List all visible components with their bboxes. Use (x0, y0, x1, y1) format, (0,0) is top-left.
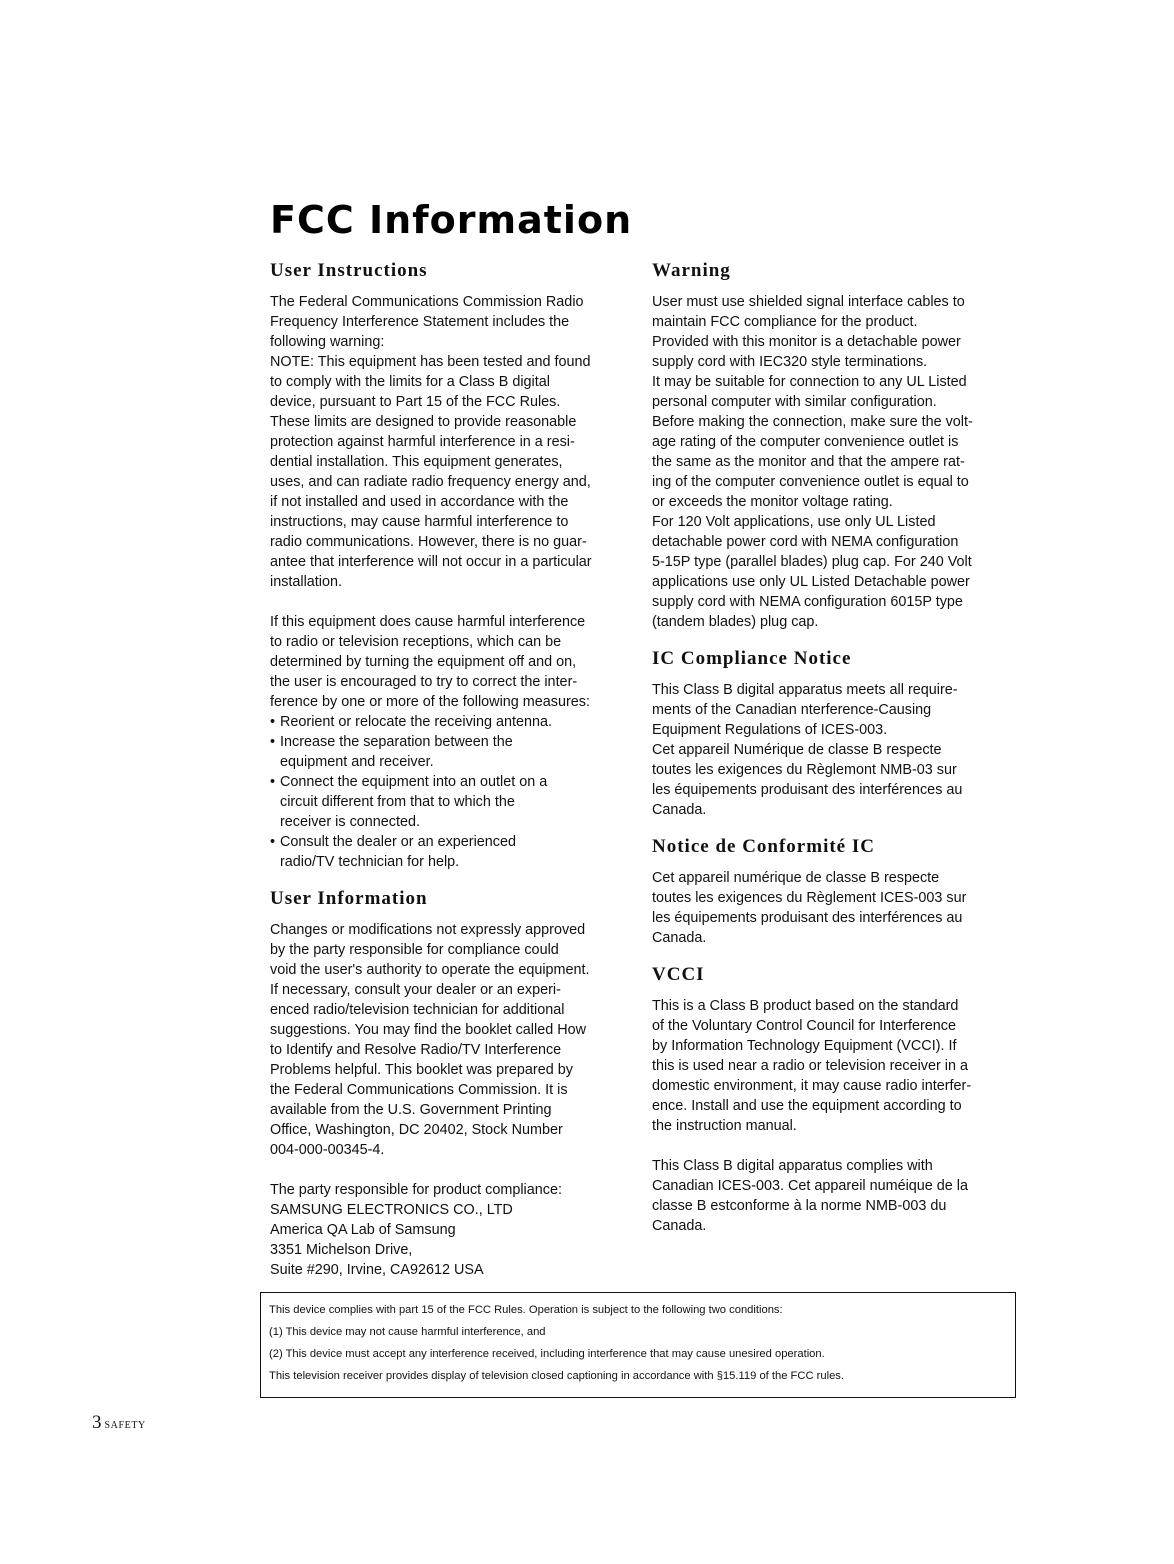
list-item: • Connect the equipment into an outlet on a circuit different from that to which the receiver is connected. (270, 772, 640, 832)
ic-compliance-section (652, 648, 1022, 820)
warning-heading: Warning (652, 260, 731, 281)
ic-compliance-paragraph: This Class B digital apparatus meets all require- ments of the Canadian nterference-Causing Equipment Regulations of ICES-003. Cet appareil Numérique de classe B respecte toutes les exigences du Règlemont NMB-03 sur les équipements produisant des interférences au Canada. (652, 682, 963, 818)
user-instructions-paragraph-1: The Federal Communications Commission Radio Frequency Interference Statement includes the following warning: NOTE: This equipment has been tested and found to comply with the limits for a Class B digital device, pursuant to Part 15 of the FCC Rules. These limits are designed to provide reasonable protection against harmful interference in a resi- dential installation. This equipment generates, uses, and can radiate radio frequency energy and, if not installed and used in accordance with the instructions, may cause harmful interference to radio communications. However, there is no guar- antee that interference will not occur in a particular installation. (270, 294, 592, 590)
warning-paragraph: User must use shielded signal interface cables to maintain FCC compliance for the product. Provided with this monitor is a detachable power supply cord with IEC320 style terminations. It may be suitable for connection to any UL Listed personal computer with similar configuration. Before making the connection, make sure the volt- age rating of the computer convenience outlet is the same as the monitor and that the ampere rat- ing of the computer convenience outlet is equal to or exceeds the monitor voltage rating. For 120 Volt applications, use only UL Listed detachable power cord with NEMA configuration 5-15P type (parallel blades) plug cap. For 240 Volt applications use only UL Listed Detachable power supply cord with NEMA configuration 6015P type (tandem blades) plug cap. (652, 294, 973, 630)
warning-section (652, 260, 1022, 632)
vcci-heading: VCCI (652, 964, 705, 985)
notice-line: This device complies with part 15 of the FCC Rules. Operation is subject to the following two conditions: (269, 1304, 783, 1316)
page-title: FCC Information (270, 198, 633, 242)
user-information-section (270, 888, 640, 1280)
notice-line: (1) This device may not cause harmful interference, and (269, 1326, 546, 1338)
list-item: • Reorient or relocate the receiving antenna. (270, 712, 640, 732)
notice-line: This television receiver provides display of television closed captioning in accordance with §15.119 of the FCC rules. (269, 1370, 845, 1382)
vcci-paragraph-2: This Class B digital apparatus complies with Canadian ICES-003. Cet appareil numéique de la classe B estconforme à la norme NMB-003 du Canada. (652, 1158, 968, 1234)
vcci-paragraph-1: This is a Class B product based on the standard of the Voluntary Control Council for Interference by Information Technology Equipment (VCCI). If this is used near a radio or television receiver in a domestic environment, it may cause radio interfer- ence. Install and use the equipment according to the instruction manual. (652, 998, 972, 1134)
notice-line: (2) This device must accept any interference received, including interference that may cause unesired operation. (269, 1348, 825, 1360)
fcc-notice-box (260, 1292, 1016, 1398)
notice-conformite-section (652, 836, 1022, 948)
measures-list (270, 712, 640, 872)
left-column (270, 260, 640, 1280)
user-information-heading: User Information (270, 888, 428, 909)
responsible-party-paragraph: The party responsible for product compliance: SAMSUNG ELECTRONICS CO., LTD America QA Lab of Samsung 3351 Michelson Drive, Suite #290, Irvine, CA92612 USA (270, 1182, 562, 1278)
user-instructions-paragraph-2: If this equipment does cause harmful interference to radio or television receptions, which can be determined by turning the equipment off and on, the user is encouraged to try to correct the inter- ference by one or more of the following measures: (270, 614, 590, 710)
user-instructions-heading: User Instructions (270, 260, 428, 281)
notice-conformite-paragraph: Cet appareil numérique de classe B respecte toutes les exigences du Règlement ICES-003 sur les équipements produisant des interférences au Canada. (652, 870, 967, 946)
page-number: 3 (92, 1412, 102, 1433)
user-information-paragraph-1: Changes or modifications not expressly approved by the party responsible for compliance could void the user's authority to operate the equipment. If necessary, consult your dealer or an experi- enced radio/television technician for additional suggestions. You may find the booklet called How to Identify and Resolve Radio/TV Interference Problems helpful. This booklet was prepared by the Federal Communications Commission. It is available from the U.S. Government Printing Office, Washington, DC 20402, Stock Number 004-000-00345-4. (270, 922, 590, 1158)
vcci-section (652, 964, 1022, 1236)
section-label: SAFETY (104, 1420, 146, 1431)
ic-compliance-heading: IC Compliance Notice (652, 648, 852, 669)
list-item: • Consult the dealer or an experienced radio/TV technician for help. (270, 832, 640, 872)
right-column (652, 260, 1022, 1236)
page-footer (92, 1412, 146, 1434)
user-instructions-section (270, 260, 640, 872)
list-item: • Increase the separation between the equipment and receiver. (270, 732, 640, 772)
notice-conformite-heading: Notice de Conformité IC (652, 836, 875, 857)
